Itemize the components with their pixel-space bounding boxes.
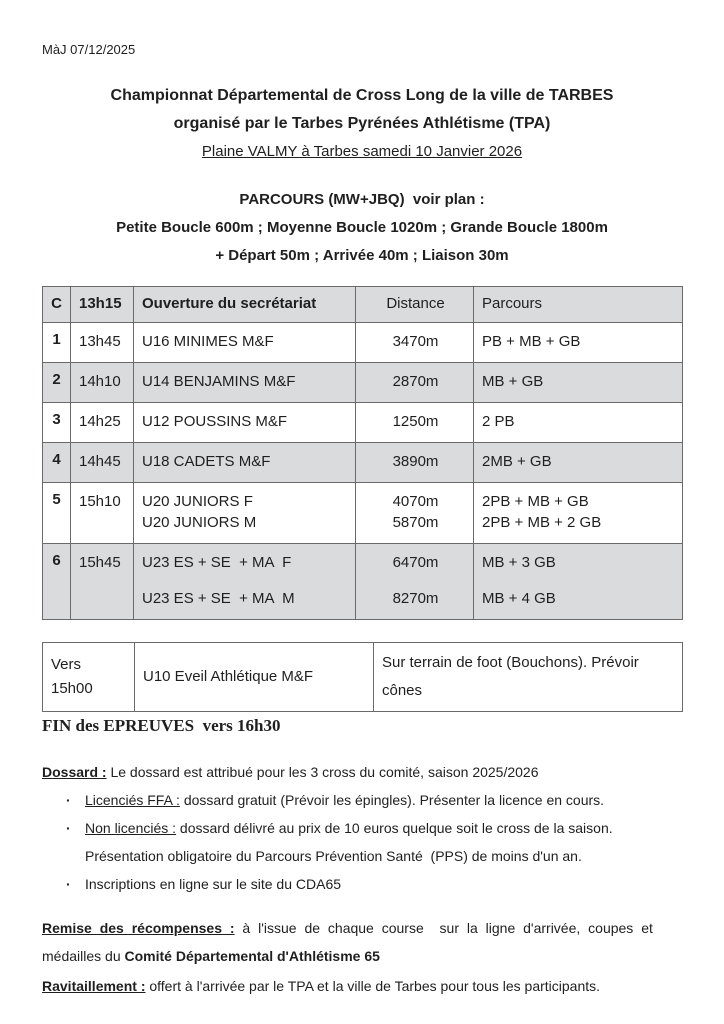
row-event: U20 JUNIORS F U20 JUNIORS M [134,483,356,544]
row-time: 15h45 [71,544,134,620]
row-number: 4 [43,443,71,483]
row-distance: 3470m [356,323,474,363]
dossard-paragraph [42,758,682,786]
row-distance: 2870m [356,363,474,403]
parcours-extras-line: + Départ 50m ; Arrivée 40m ; Liaison 30m [215,247,509,264]
row-parcours: 2PB + MB + GB 2PB + MB + 2 GB [474,483,683,544]
row-event: U18 CADETS M&F [134,443,356,483]
venue-date-line: Plaine VALMY à Tarbes samedi 10 Janvier 2026 [201,143,523,160]
row-distance: 4070m 5870m [356,483,474,544]
inscriptions-text: Inscriptions en ligne sur le site du CDA65 [85,876,342,892]
remise-paragraph [42,914,682,970]
u10-time: Vers 15h00 [43,643,135,712]
row-event: U12 POUSSINS M&F [134,403,356,443]
u10-row [43,643,683,712]
row-parcours: 2 PB [474,403,683,443]
non-licencies-line1 [85,814,682,842]
header-distance: Distance [356,287,474,323]
row-parcours: PB + MB + GB [474,323,683,363]
row-distance: 1250m [356,403,474,443]
table-row [43,443,683,483]
dossard-text: Le dossard est attribué pour les 3 cross du comité, saison 2025/2026 [106,764,539,780]
table-row [43,483,683,544]
header-parcours: Parcours [474,287,683,323]
u10-note: Sur terrain de foot (Bouchons). Prévoir cônes [374,643,683,712]
table-row [43,323,683,363]
row-time: 13h45 [71,323,134,363]
remise-label: Remise des récompenses : [42,920,235,936]
row-number: 3 [43,403,71,443]
licencies-text: dossard gratuit (Prévoir les épingles). Présenter la licence en cours. [179,792,605,808]
non-licencies-label: Non licenciés : [85,820,177,836]
row-distance: 6470m 8270m [356,544,474,620]
header-course-col: C [43,287,71,323]
u10-table [42,642,683,712]
remise-text: à l'issue de chaque course sur la ligne d'arrivée, coupes et [234,920,653,936]
row-parcours: MB + 3 GB MB + 4 GB [474,544,683,620]
header-time: 13h15 [71,287,134,323]
row-parcours: MB + GB [474,363,683,403]
remise-line2-start: médailles du [42,948,125,964]
parcours-block [42,186,682,270]
table-row [43,403,683,443]
row-time: 14h45 [71,443,134,483]
header-event: Ouverture du secrétariat [134,287,356,323]
update-date: MàJ 07/12/2025 [42,42,136,57]
row-distance: 3890m [356,443,474,483]
remise-committee-name: Comité Départemental d'Athlétisme 65 [124,948,380,964]
row-number: 2 [43,363,71,403]
row-event: U16 MINIMES M&F [134,323,356,363]
row-parcours: 2MB + GB [474,443,683,483]
parcours-heading: PARCOURS (MW+JBQ) voir plan : [239,191,485,208]
title-line-1: Championnat Départemental de Cross Long de la ville de TARBES [110,87,614,104]
non-licencies-text: dossard délivré au prix de 10 euros quelque soit le cross de la saison. [176,820,613,836]
title-block [42,82,682,166]
licencies-label: Licenciés FFA : [85,792,180,808]
venue-line-wrap [42,138,682,166]
row-number: 6 [43,544,71,620]
parcours-loops-line: Petite Boucle 600m ; Moyenne Boucle 1020m ; Grande Boucle 1800m [116,219,608,236]
table-row [43,363,683,403]
dossard-bullet-list [42,786,682,898]
remise-line1 [42,914,682,942]
title-line-2: organisé par le Tarbes Pyrénées Athlétisme (TPA) [173,115,551,132]
row-time: 15h10 [71,483,134,544]
non-licencies-line2: Présentation obligatoire du Parcours Prévention Santé (PPS) de moins d'un an. [85,848,582,864]
bullet-inscriptions [42,870,682,898]
ravitaillement-label: Ravitaillement : [42,978,146,994]
bullet-non-licencies [42,814,682,870]
row-number: 5 [43,483,71,544]
ravitaillement-paragraph [42,972,682,1000]
u10-event: U10 Eveil Athlétique M&F [135,643,374,712]
table-row [43,544,683,620]
ravitaillement-text: offert à l'arrivée par le TPA et la ville de Tarbes pour tous les participants. [145,978,601,994]
dossard-label: Dossard : [42,764,107,780]
row-time: 14h10 [71,363,134,403]
remise-line2 [42,942,682,970]
row-event: U14 BENJAMINS M&F [134,363,356,403]
end-of-events-line: FIN des EPREUVES vers 16h30 [42,716,281,735]
schedule-header-row [43,287,683,323]
row-time: 14h25 [71,403,134,443]
row-number: 1 [43,323,71,363]
schedule-table [42,286,683,620]
row-event: U23 ES + SE + MA F U23 ES + SE + MA M [134,544,356,620]
bullet-licencies [42,786,682,814]
